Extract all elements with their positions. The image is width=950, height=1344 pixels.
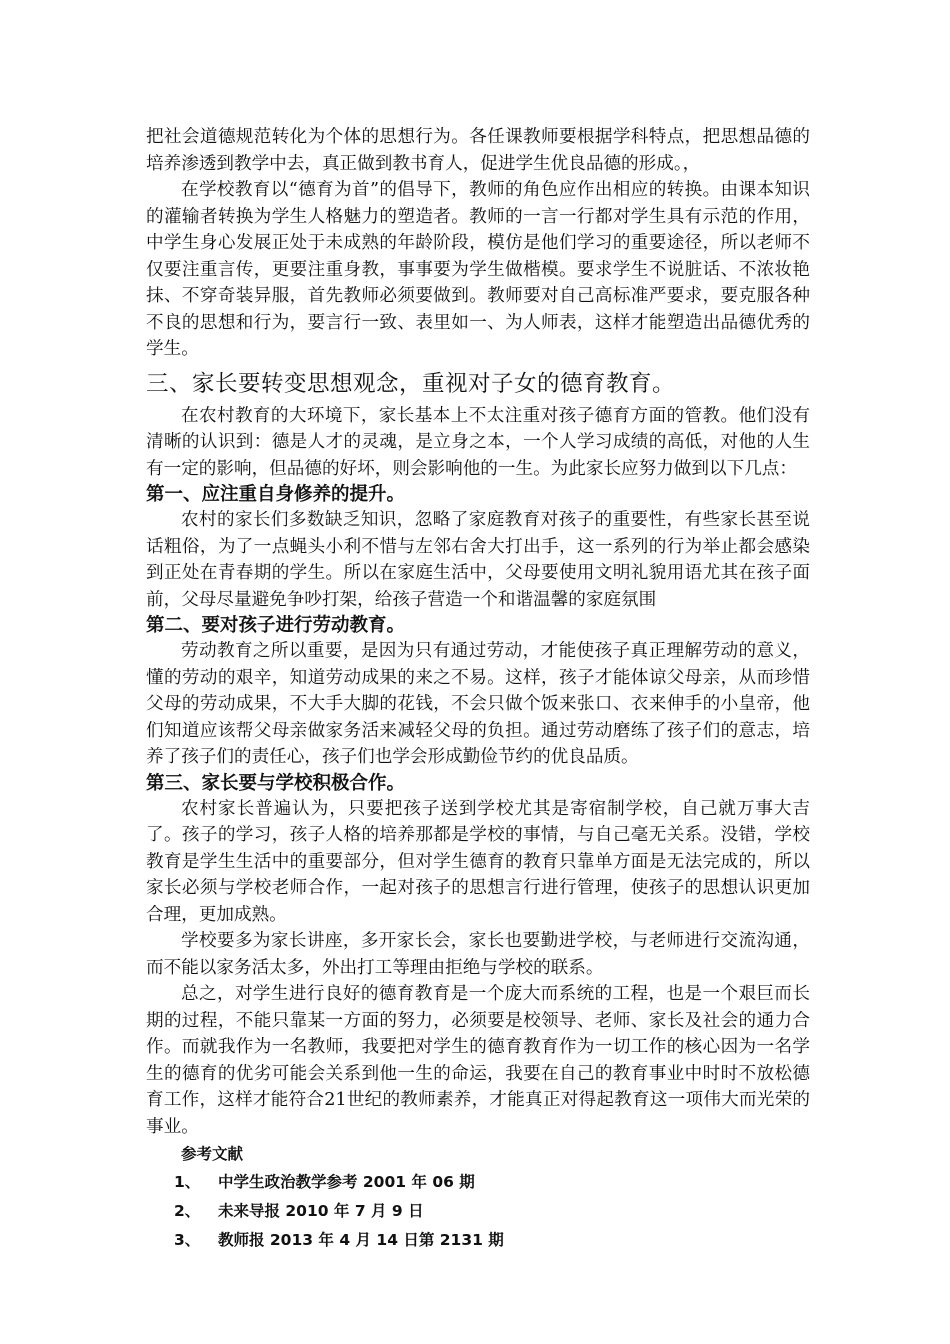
reference-item	[146, 1226, 810, 1255]
reference-number: 2、	[174, 1202, 201, 1220]
point-heading-self-cultivation: 第一、应注重自身修养的提升。	[146, 484, 406, 505]
document-page	[146, 124, 810, 1255]
reference-item	[146, 1168, 810, 1197]
paragraph-labor-education: 劳动教育之所以重要，是因为只有通过劳动，才能使孩子真正理解劳动的意义，懂的劳动的艰辛，知道劳动成果的来之不易。这样，孩子才能体谅父母亲，从而珍惜父母的劳动成果，不大手大脚的花钱，不会只做个饭来张口、衣来伸手的小皇帝，他们知道应该帮父母亲做家务活来减轻父母的负担。通过劳动磨练了孩子们的意志，培养了孩子们的责任心，孩子们也学会形成勤俭节约的优良品质。	[146, 641, 810, 767]
paragraph-self-cultivation: 农村的家长们多数缺乏知识，忽略了家庭教育对孩子的重要性，有些家长甚至说话粗俗，为了一点蝇头小利不惜与左邻右舍大打出手，这一系列的行为举止都会感染到正处在青春期的学生。所以在家庭生活中，父母要使用文明礼貌用语尤其在孩子面前，父母尽量避免争吵打架，给孩子营造一个和谐温馨的家庭氛围	[146, 510, 810, 610]
paragraph-conclusion: 总之，对学生进行良好的德育教育是一个庞大而系统的工程，也是一个艰巨而长期的过程，不能只靠某一方面的努力，必须要是校领导、老师、家长及社会的通力合作。而就我作为一名教师，我要把对学生的德育教育作为一切工作的核心因为一名学生的德育的优劣可能会关系到他一生的命运，我要在自己的教育事业中时时不放松德育工作，这样才能符合21世纪的教师素养，才能真正对得起教育这一项伟大而光荣的事业。	[146, 984, 810, 1137]
point-heading-labor-education: 第二、要对孩子进行劳动教育。	[146, 615, 406, 636]
section-heading-parents: 三、家长要转变思想观念，重视对子女的德育教育。	[146, 370, 676, 397]
references-list	[146, 1168, 810, 1255]
paragraph-teacher-role: 在学校教育以“德育为首”的倡导下，教师的角色应作出相应的转换。由课本知识的灌输者转换为学生人格魅力的塑造者。教师的一言一行都对学生具有示范的作用，中学生身心发展正处于未成熟的年龄阶段，模仿是他们学习的重要途径，所以老师不仅要注重言传，更要注重身教，事事要为学生做楷模。要求学生不说脏话、不浓妆艳抹、不穿奇装异服，首先教师必须要做到。教师要对自己高标准严要求，要克服各种不良的思想和行为，要言行一致、表里如一、为人师表，这样才能塑造出品德优秀的学生。	[146, 180, 810, 359]
reference-number: 3、	[174, 1231, 201, 1249]
reference-number: 1、	[174, 1173, 201, 1191]
point-heading-school-cooperation: 第三、家长要与学校积极合作。	[146, 772, 406, 794]
reference-text: 中学生政治教学参考 2001 年 06 期	[218, 1173, 475, 1191]
references-title: 参考文献	[181, 1145, 244, 1163]
paragraph-moral-norms: 把社会道德规范转化为个体的思想行为。各任课教师要根据学科特点，把思想品德的培养渗透到教学中去，真正做到教书育人，促进学生优良品德的形成。，	[146, 127, 810, 174]
reference-text: 教师报 2013 年 4 月 14 日第 2131 期	[218, 1231, 504, 1249]
paragraph-parents-intro: 在农村教育的大环境下，家长基本上不太注重对孩子德育方面的管教。他们没有清晰的认识到：德是人才的灵魂，是立身之本，一个人学习成绩的高低，对他的人生有一定的影响，但品德的好坏，则会影响他的一生。为此家长应努力做到以下几点：	[146, 405, 810, 479]
paragraph-parent-school-contact: 学校要多为家长讲座，多开家长会，家长也要勤进学校，与老师进行交流沟通，而不能以家务活太多，外出打工等理由拒绝与学校的联系。	[146, 931, 810, 978]
paragraph-school-cooperation: 农村家长普遍认为，只要把孩子送到学校尤其是寄宿制学校，自己就万事大吉了。孩子的学习，孩子人格的培养那都是学校的事情，与自己毫无关系。没错，学校教育是学生生活中的重要部分，但对学生德育的教育只靠单方面是无法完成的，所以家长必须与学校老师合作，一起对孩子的思想言行进行管理，使孩子的思想认识更加合理，更加成熟。	[146, 798, 810, 925]
reference-text: 未来导报 2010 年 7 月 9 日	[218, 1202, 424, 1220]
reference-item	[146, 1197, 810, 1226]
